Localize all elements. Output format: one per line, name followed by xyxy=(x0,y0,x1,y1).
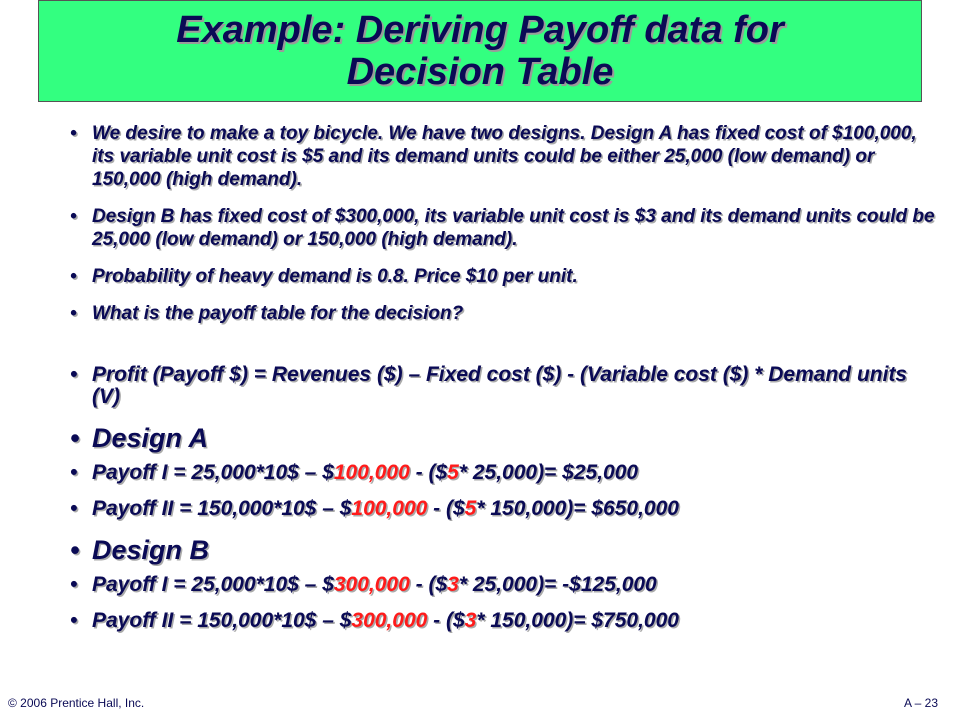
slide-title-line-1: Example: Deriving Payoff data for xyxy=(176,9,784,51)
problem-statement-list xyxy=(70,122,940,325)
problem-bullet-design-b: • Design B has fixed cost of $300,000, its variable unit cost is $3 and its demand units could be 25,000 (low demand) or 150,000 (high demand). xyxy=(70,205,940,251)
design-b-heading: • Design B xyxy=(70,535,940,565)
slide-title-line-2: Decision Table xyxy=(346,51,614,93)
design-a-heading-list xyxy=(70,423,940,453)
design-b-payoff-2: • Payoff II = 150,000*10$ – $300,000 - ($3* 150,000)= $750,000 xyxy=(70,610,940,632)
design-b-payoffs xyxy=(70,574,940,632)
design-a-payoffs xyxy=(70,462,940,520)
copyright-footer: © 2006 Prentice Hall, Inc. xyxy=(8,696,145,710)
design-b-heading-list xyxy=(70,535,940,565)
design-a-heading: • Design A xyxy=(70,423,940,453)
design-a-payoff-1: • Payoff I = 25,000*10$ – $100,000 - ($5* 25,000)= $25,000 xyxy=(70,462,940,484)
slide-title-box xyxy=(38,0,922,102)
formula-list xyxy=(70,364,940,408)
design-a-payoff-2: • Payoff II = 150,000*10$ – $100,000 - ($5* 150,000)= $650,000 xyxy=(70,498,940,520)
design-b-payoff-1: • Payoff I = 25,000*10$ – $300,000 - ($3* 25,000)= -$125,000 xyxy=(70,574,940,596)
slide-number: A – 23 xyxy=(903,696,938,710)
problem-bullet-design-a: • We desire to make a toy bicycle. We have two designs. Design A has fixed cost of $100,000, its variable unit cost is $5 and its demand units could be either 25,000 (low demand) or 150,000 (high demand). xyxy=(70,122,940,191)
problem-bullet-question: • What is the payoff table for the decision? xyxy=(70,302,940,325)
problem-bullet-probability: • Probability of heavy demand is 0.8. Price $10 per unit. xyxy=(70,265,940,288)
profit-formula: • Profit (Payoff $) = Revenues ($) – Fixed cost ($) - (Variable cost ($) * Demand units (V) xyxy=(70,364,940,408)
